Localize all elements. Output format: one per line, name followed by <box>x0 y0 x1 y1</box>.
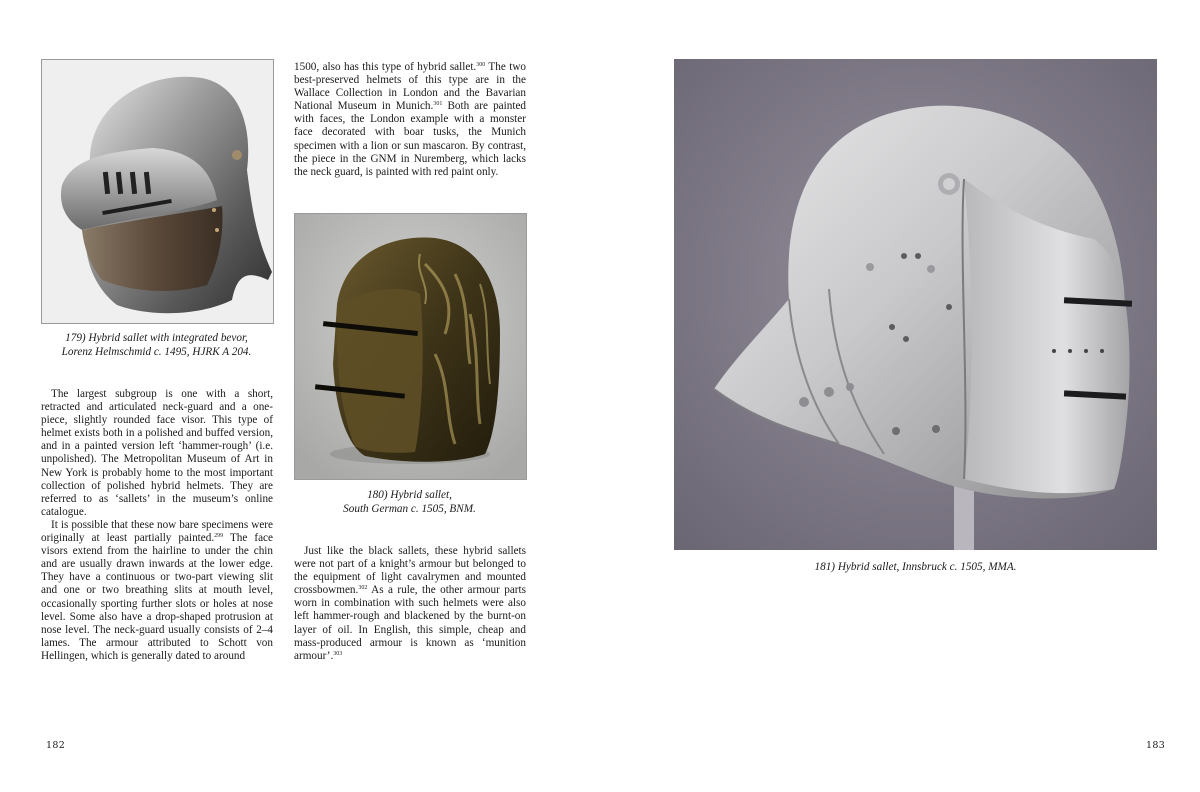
page-number-right: 183 <box>1146 740 1166 751</box>
paragraph-munition-a: Just like the black sallets, these hybrid sallets were not part of a knight’s armour but belonged to the equipment of light cavalrymen and mounted crossbowmen. <box>294 545 526 597</box>
paragraph-schott-c: Both are painted with faces, the London example with a monster face decorated with boar tusks, the Munich specimen with a lion or sun mascaron. By contrast, the piece in the GNM in Nuremberg, which lacks the neck guard, is painted with red paint only. <box>294 100 527 178</box>
footnote-ref-303[interactable]: 303 <box>333 650 343 657</box>
page-number-left: 182 <box>46 740 66 751</box>
figure-179-caption <box>41 331 272 359</box>
right-page <box>600 0 1200 792</box>
figure-181-caption: 181) Hybrid sallet, Innsbruck c. 1505, MMA. <box>814 561 1017 573</box>
paragraph-munition-armour <box>294 545 526 663</box>
figure-179-caption-line1: 179) Hybrid sallet with integrated bevor, <box>65 332 248 344</box>
footnote-ref-302[interactable]: 302 <box>358 585 368 592</box>
paragraph-painted-specimens <box>41 519 273 663</box>
footnote-ref-299[interactable]: 299 <box>214 533 224 540</box>
body-column-left <box>41 388 273 663</box>
figure-180-caption-line2: South German c. 1505, BNM. <box>343 503 476 515</box>
footnote-ref-301[interactable]: 301 <box>433 101 443 108</box>
paragraph-painted-specimens-a: It is possible that these now bare specimens were originally at least partially painted. <box>41 518 273 545</box>
hybrid-sallet-painted-image <box>295 214 526 479</box>
figure-180-photo <box>294 213 527 480</box>
paragraph-munition-b: As a rule, the other armour parts worn in combination with such helmets were also left hammer-rough and blackened by the burnt-on layer of oil. In English, this simple, cheap and mass-produced armour is known as ‘munition armour’. <box>294 584 526 662</box>
paragraph-painted-specimens-b: The face visors extend from the hairline to under the chin and are usually drawn inwards at the lower edge. They have a continuous or two-part viewing slit and one or two breathing slits at mouth level, occasionally sporting further slots or holes at nose level. Some also have a drop-shaped protrusion at nose level. The neck-guard usually consists of 2–4 lames. The armour attributed to Schott von Hellingen, which is generally dated to around <box>41 532 273 662</box>
figure-181-photo <box>674 59 1157 550</box>
paragraph-schott-a: 1500, also has this type of hybrid sallet. <box>294 61 477 73</box>
paragraph-largest-subgroup: The largest subgroup is one with a short, retracted and articulated neck-guard and a one-piece, slightly rounded face visor. This type of helmet exists both in a polished and buffed version, and in a painted version left ‘hammer-rough’ (i.e. unpolished). The Metropolitan Museum of Art in New York is probably home to the most important collection of polished hybrid helmets. They are referred to as ‘sallets’ in the museum’s online catalogue. <box>41 388 273 518</box>
figure-180-caption-line1: 180) Hybrid sallet, <box>367 489 452 501</box>
hybrid-sallet-bevor-image <box>42 60 273 323</box>
figure-179-caption-line2: Lorenz Helmschmid c. 1495, HJRK A 204. <box>61 346 252 358</box>
hybrid-sallet-innsbruck-image <box>674 59 1157 550</box>
body-column-right-top <box>294 61 526 179</box>
figure-179-photo <box>41 59 274 324</box>
body-column-right-bottom <box>294 545 526 663</box>
figure-180-caption <box>294 488 525 516</box>
paragraph-schott-b: The two best-preserved helmets of this type are in the Wallace Collection in London and the Bavarian National Museum in Munich. <box>294 61 526 113</box>
paragraph-schott-von-hellingen <box>294 61 526 179</box>
footnote-ref-300[interactable]: 300 <box>476 62 486 68</box>
